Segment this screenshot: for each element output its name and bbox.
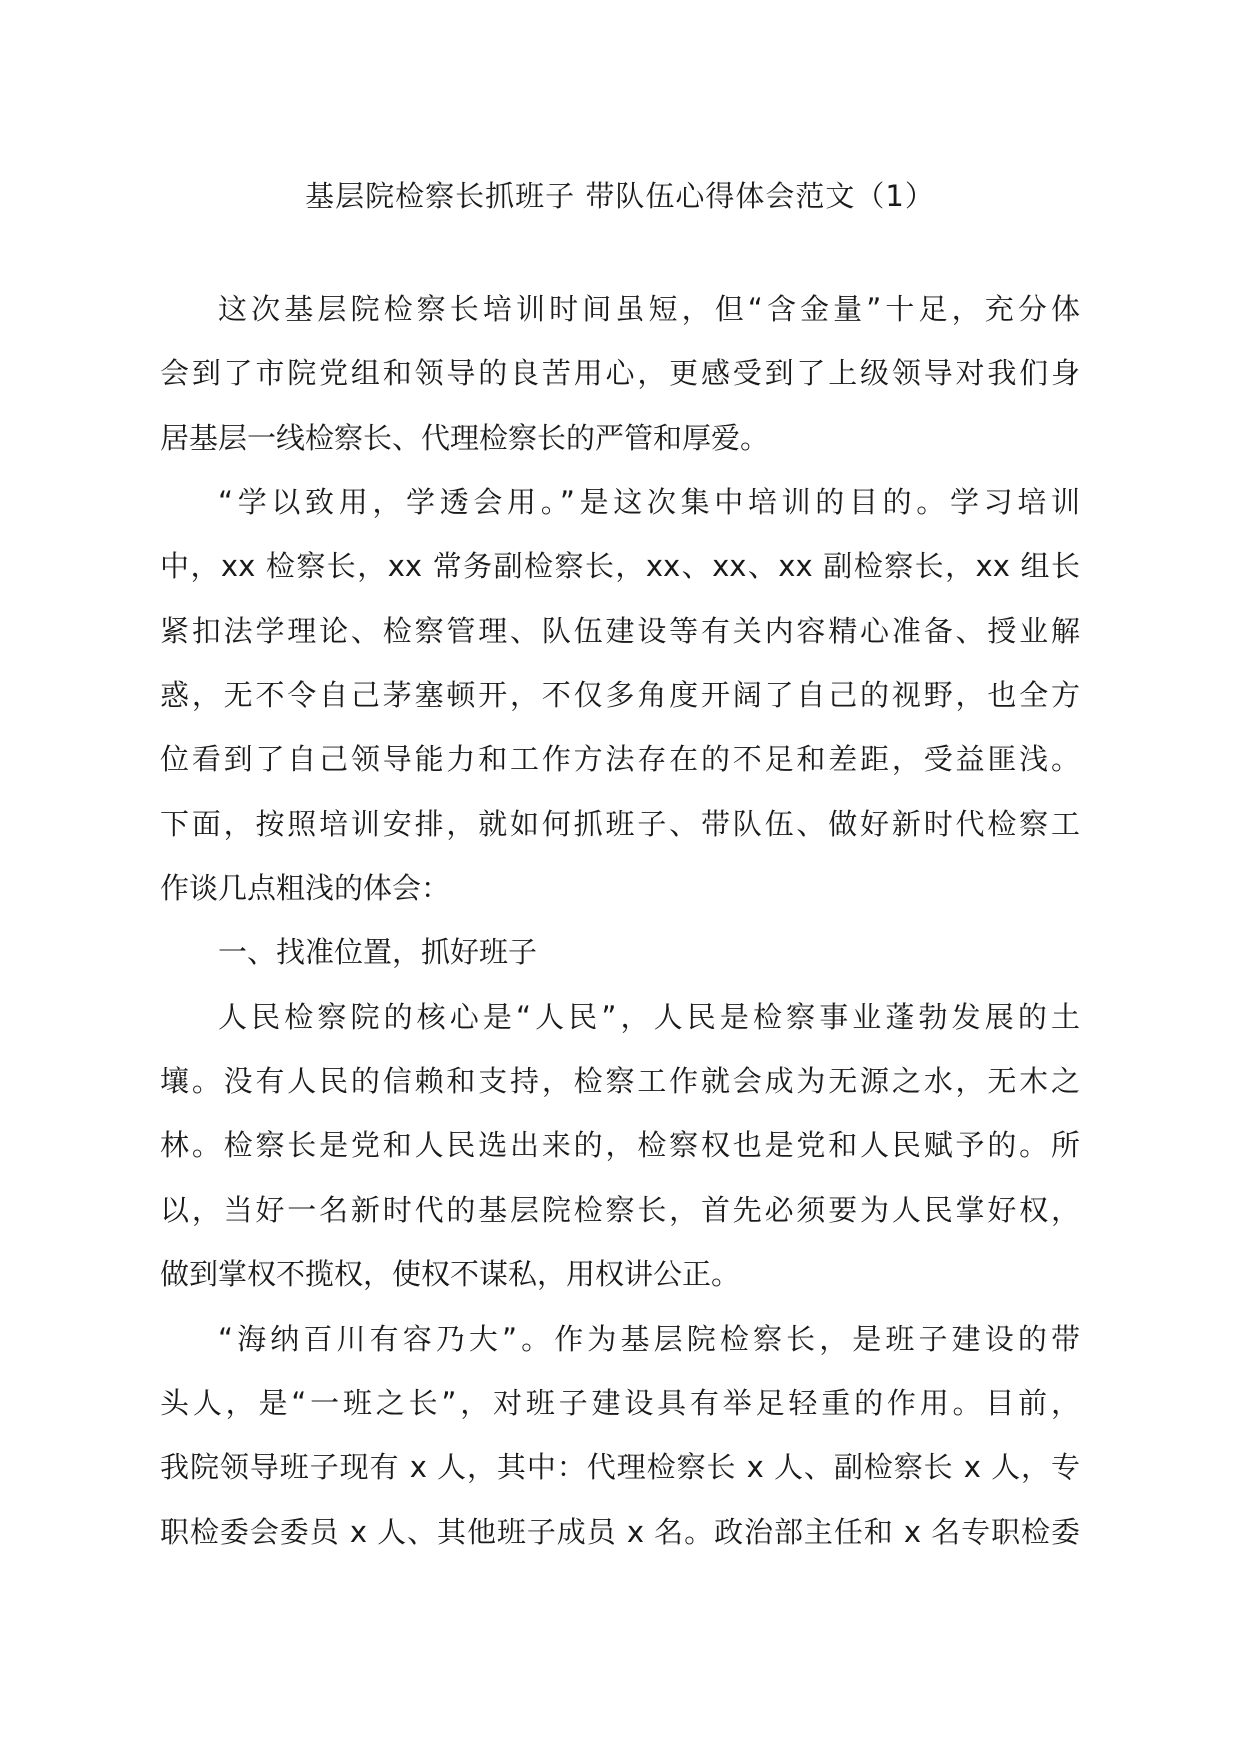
body-line-9: 下面，按照培训安排，就如何抓班子、带队伍、做好新时代检察工 xyxy=(160,806,1080,841)
section-heading-1: 一、找准位置，抓好班子 xyxy=(218,935,538,970)
body-line-16: 做到掌权不揽权，使权不谋私，用权讲公正。 xyxy=(160,1257,741,1292)
body-line-15: 以，当好一名新时代的基层院检察长，首先必须要为人民掌好权， xyxy=(160,1192,1080,1227)
body-line-17: “海纳百川有容乃大”。作为基层院检察长，是班子建设的带 xyxy=(218,1321,1080,1356)
body-line-14: 林。检察长是党和人民选出来的，检察权也是党和人民赋予的。所 xyxy=(160,1128,1080,1163)
body-line-18: 头人，是“一班之长”，对班子建设具有举足轻重的作用。目前， xyxy=(160,1385,1080,1420)
body-line-2: 会到了市院党组和领导的良苦用心，更感受到了上级领导对我们身 xyxy=(160,356,1080,391)
body-line-10: 作谈几点粗浅的体会： xyxy=(160,871,451,906)
body-line-12: 人民检察院的核心是“人民”，人民是检察事业蓬勃发展的土 xyxy=(218,999,1080,1034)
body-line-4: “学以致用，学透会用。”是这次集中培训的目的。学习培训 xyxy=(218,485,1080,520)
body-line-6: 紧扣法学理论、检察管理、队伍建设等有关内容精心准备、授业解 xyxy=(160,613,1080,648)
body-line-19: 我院领导班子现有 x 人，其中：代理检察长 x 人、副检察长 x 人，专 xyxy=(160,1450,1080,1485)
body-line-5: 中，xx 检察长，xx 常务副检察长，xx、xx、xx 副检察长，xx 组长 xyxy=(160,549,1080,584)
body-line-13: 壤。没有人民的信赖和支持，检察工作就会成为无源之水，无木之 xyxy=(160,1064,1080,1099)
document-body xyxy=(160,277,1080,1564)
document-title: 基层院检察长抓班子 带队伍心得体会范文（1） xyxy=(305,179,935,213)
body-line-8: 位看到了自己领导能力和工作方法存在的不足和差距，受益匪浅。 xyxy=(160,742,1080,777)
body-line-20: 职检委会委员 x 人、其他班子成员 x 名。政治部主任和 x 名专职检委 xyxy=(160,1514,1080,1549)
body-line-3: 居基层一线检察长、代理检察长的严管和厚爱。 xyxy=(160,420,770,455)
body-line-7: 惑，无不令自己茅塞顿开，不仅多角度开阔了自己的视野，也全方 xyxy=(160,678,1080,713)
body-line-1: 这次基层院检察长培训时间虽短，但“含金量”十足，充分体 xyxy=(218,292,1080,326)
